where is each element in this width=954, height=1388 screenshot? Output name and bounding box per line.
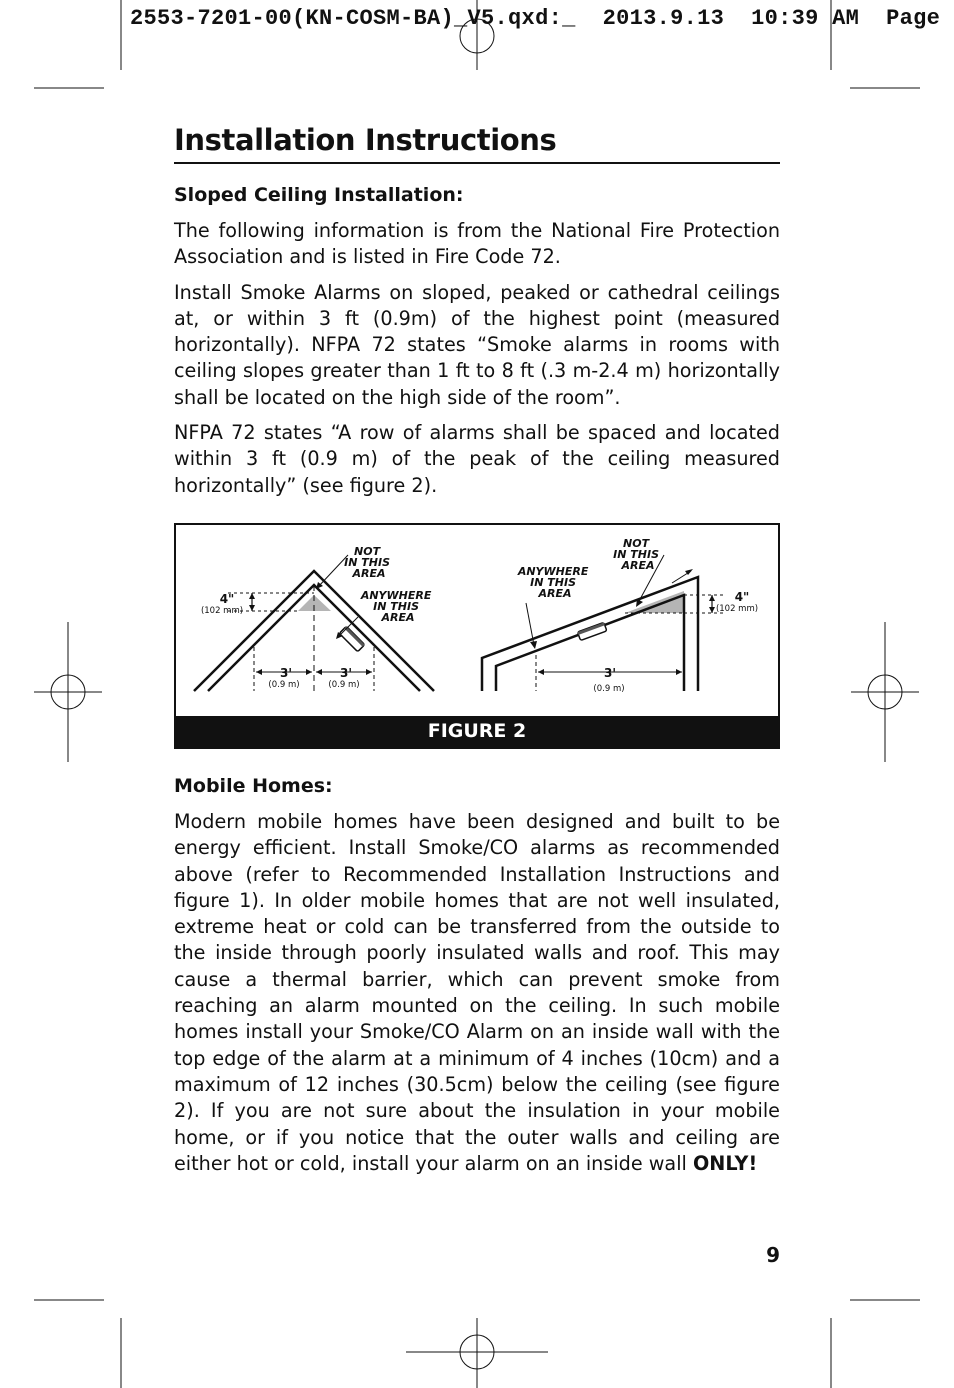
- page-content: [174, 120, 780, 1186]
- paragraph: [174, 809, 780, 1177]
- anywhere-in-this-area-label: ANYWHERE IN THIS AREA: [360, 588, 432, 624]
- distance-sublabel: (0.9 m): [328, 679, 360, 690]
- smoke-alarm-shape: [339, 626, 364, 651]
- peaked-ceiling-diagram: [194, 545, 435, 691]
- height-sublabel: (102 mm): [200, 605, 244, 616]
- sloped-ceiling-diagram: [176, 525, 778, 715]
- not-in-this-area-label: NOT IN THIS AREA: [344, 544, 391, 580]
- distance-sublabel: (0.9 m): [593, 683, 625, 694]
- paragraph: The following information is from the National Fire Protection Association and is listed in Fire Code 72.: [174, 219, 780, 269]
- height-sublabel: (102 mm): [715, 603, 759, 614]
- mobile-homes-section: [174, 773, 780, 1177]
- figure-caption: FIGURE 2: [176, 716, 778, 747]
- distance-label: 3': [603, 665, 617, 680]
- distance-label: 3': [339, 665, 353, 680]
- distance-label: 3': [279, 665, 293, 680]
- section-heading-mobile-homes: Mobile Homes:: [174, 774, 333, 797]
- section-heading-sloped-ceiling: Sloped Ceiling Installation:: [174, 184, 464, 206]
- figure-2: [174, 523, 780, 749]
- emphasis-text: ONLY!: [692, 1151, 758, 1175]
- height-label: 4": [734, 589, 750, 604]
- page-number: 9: [766, 1243, 780, 1267]
- not-in-this-area-label: NOT IN THIS AREA: [613, 536, 660, 572]
- paragraph-text: Modern mobile homes have been designed and built to be energy efficient. Install Smoke/CO alarms as recommended above (refer to Recommended Installation Instructions and figure 1). In older mobile homes that are not well insulated, extreme heat or cold can be transferred from the outside to the inside through poorly insulated walls and roof. This may cause a thermal barrier, which can prevent smoke from reaching an alarm mounted on the ceiling. In such mobile homes install your Smoke/CO Alarm on an inside wall with the top edge of the alarm at a minimum of 4 inches (10cm) and a maximum of 12 inches (30.5cm) below the ceiling (see figure 2). If you are not sure about the insulation in your mobile home, or if you notice that the outer walls and ceiling are either hot or cold, install your alarm on an inside wall: [174, 809, 780, 1175]
- paragraph: Install Smoke Alarms on sloped, peaked or cathedral ceilings at, or within 3 ft (0.9m) of the highest point (measured horizontally). NFPA 72 states “Smoke alarms in rooms with ceiling slopes greater than 1 ft to 8 ft (.3 m-2.4 m) horizontally shall be located on the high side of the room”.: [174, 280, 780, 409]
- height-label: 4": [219, 591, 235, 606]
- page-title: Installation Instructions: [174, 120, 780, 164]
- distance-sublabel: (0.9 m): [268, 679, 300, 690]
- smoke-alarm-shape: [577, 622, 606, 640]
- print-slug-line: 2553-7201-00(KN-COSM-BA)_V5.qxd:_ 2013.9.13 10:39 AM Page: [130, 6, 941, 31]
- paragraph: NFPA 72 states “A row of alarms shall be spaced and located within 3 ft (0.9 m) of the peak of the ceiling measured horizontally” (see figure 2).: [174, 421, 780, 497]
- anywhere-in-this-area-label: ANYWHERE IN THIS AREA: [517, 564, 589, 600]
- shed-ceiling-diagram: [482, 537, 758, 694]
